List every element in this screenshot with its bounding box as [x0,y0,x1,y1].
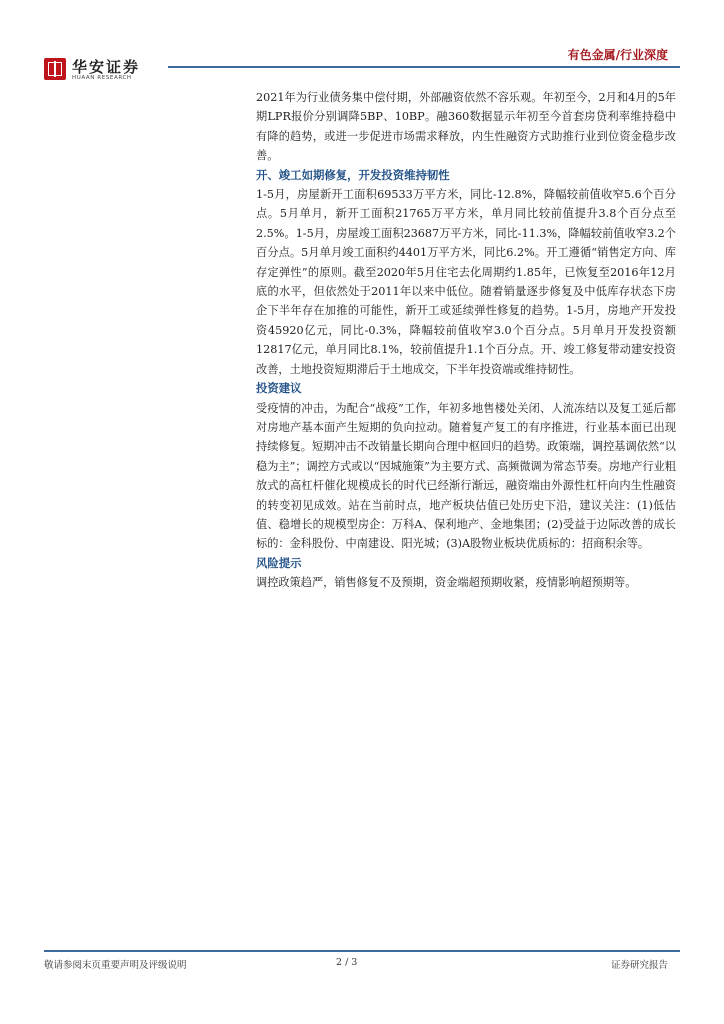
section-heading-construction: 开、竣工如期修复，开发投资维持韧性 [256,167,450,182]
header-divider [168,66,680,68]
footer-divider [44,950,680,952]
logo-seal-icon [44,58,66,80]
section-heading-risk: 风险提示 [256,555,302,570]
section-heading-investment-advice: 投资建议 [256,381,302,396]
investment-advice-paragraph: 受疫情的冲击，为配合“战疫”工作，年初多地售楼处关闭、人流冻结以及复工延后都对房地产基本面产生短期的负向拉动。随着复产复工的有序推进，行业基本面已出现持续修复。短期冲击不改销量长期向合理中枢回归的趋势。政策端，调控基调依然“以稳为主”；调控方式或以“因城施策”为主要方式、高频微调为常态节奏。房地产行业粗放式的高杠杆催化规模成长的时代已经渐行渐远，融资端由外源性杠杆向内生性融资的转变初见成效。站在当前时点，地产板块估值已处历史下沿，建议关注：(1)低估值、稳增长的规模型房企：万科A、保利地产、金地集团；(2)受益于边际改善的成长标的：金科股份、中南建设、阳光城；(3)A股物业板块优质标的：招商积余等。 [256,401,676,551]
footer-report-type: 证券研究报告 [610,960,668,971]
construction-paragraph: 1-5月，房屋新开工面积69533万平方米，同比-12.8%，降幅较前值收窄5.6个百分点。5月单月，新开工面积21765万平方米，单月同比较前值提升3.8个百分点至2.5%。1-5月，房屋竣工面积23687万平方米，同比-11.3%，降幅较前值收窄3.2个百分点。5月单月竣工面积约4401万平方米，同比6.2%。开工遵循“销售定方向、库存定弹性”的原则。截至2020年5月住宅去化周期约1.85年，已恢复至2016年12月底的水平，但依然处于2011年以来中低位。随着销量逐步修复及中低库存状态下房企下半年存在加推的可能性，新开工或延续弹性修复的趋势。1-5月，房地产开发投资45920亿元，同比-0.3%，降幅较前值收窄3.0个百分点。5月单月开发投资额12817亿元，单月同比8.1%，较前值提升1.1个百分点。开、竣工修复带动建安投资改善，土地投资短期滞后于土地成交，下半年投资端或维持韧性。 [256,188,676,376]
page-number: 2 / 3 [336,957,358,968]
logo-english-name: HUAAN RESEARCH [72,75,132,81]
company-logo [44,56,164,86]
intro-paragraph: 2021年为行业债务集中偿付期，外部融资依然不容乐观。年初至今，2月和4月的5年期LPR报价分别调降5BP、10BP。融360数据显示年初至今首套房贷利率维持稳中有降的趋势，或进一步促进市场需求释放，内生性融资方式助推行业到位资金稳步改善。 [256,91,676,163]
risk-paragraph: 调控政策趋严，销售修复不及预期，资金端超预期收紧，疫情影响超预期等。 [256,576,637,590]
footer-disclaimer: 敬请参阅末页重要声明及评级说明 [44,960,187,971]
report-category: 有色金属/行业深度 [567,48,668,62]
logo-chinese-name: 华安证券 [72,58,141,76]
report-body [256,88,676,593]
